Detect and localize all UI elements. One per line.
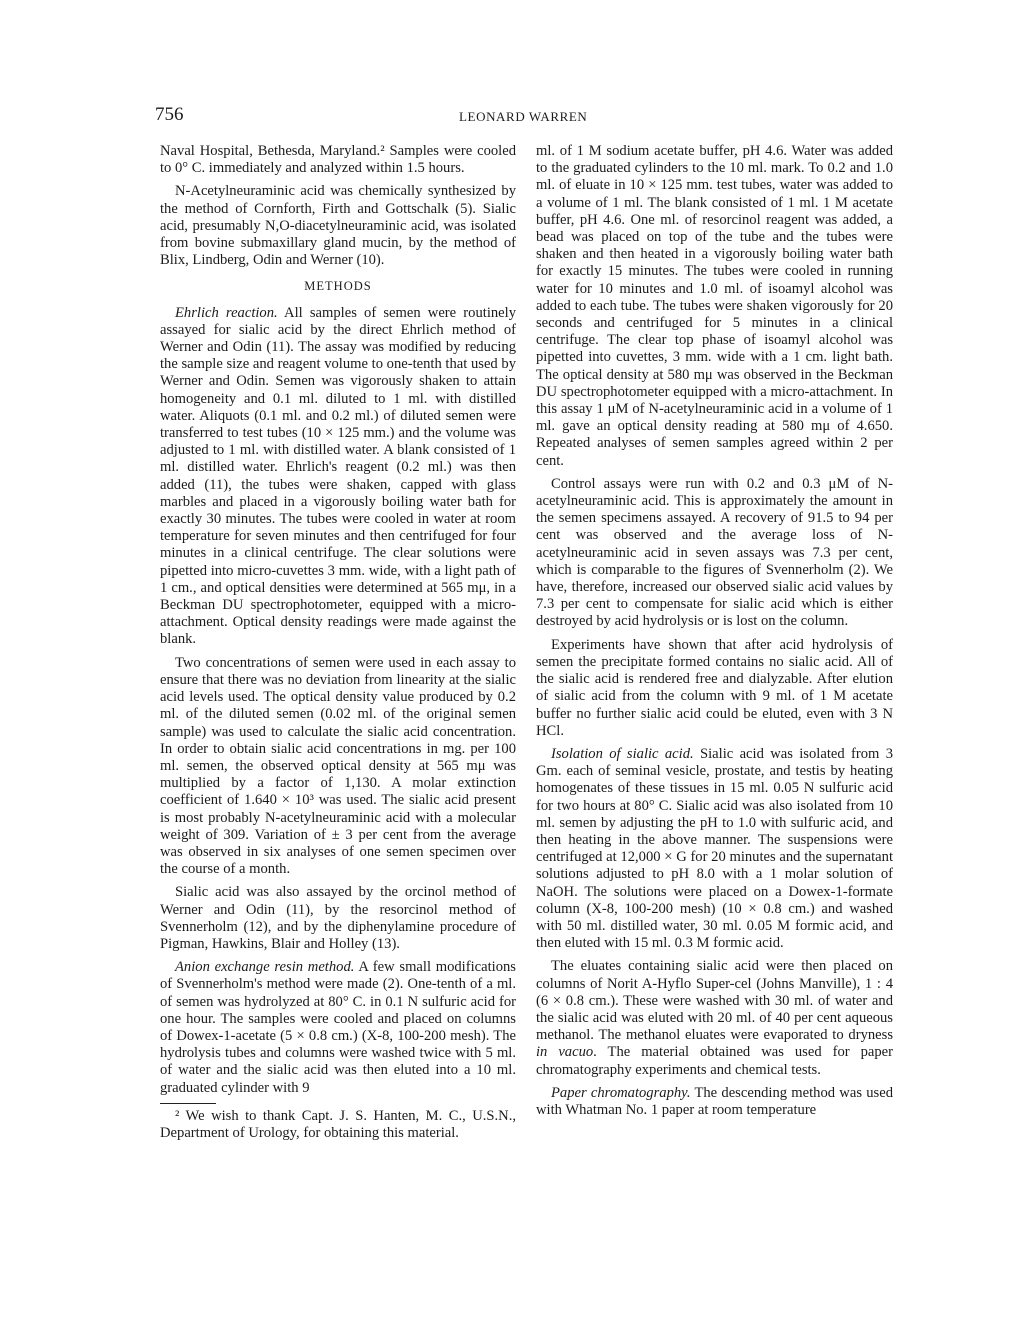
paragraph-two-concentrations: Two concentrations of semen were used in each assay to ensure that there was no deviation from linearity at the sialic acid levels used. The optical density value produced by 0.2 ml. of the diluted semen (0.02 ml. of the original semen sample) was used to calculate the sialic acid concentration. In order to obtain sialic acid concentrations in mg. per 100 ml. semen, the observed optical density at 565 mμ was multiplied by a factor of 1,130. A molar extinction coefficient of 1.640 × 10³ was used. The sialic acid present is most probably N-acetylneuraminic acid with a molecular weight of 309. Variation of ± 3 per cent from the average was observed in six analyses of one semen specimen over the course of a month.: [160, 654, 516, 878]
paragraph-ehrlich: [160, 305, 516, 649]
paper-run-in-title: Paper chromatography.: [551, 1084, 691, 1101]
running-head: LEONARD WARREN: [459, 109, 588, 124]
isolation-text: Sialic acid was isolated from 3 Gm. each of seminal vesicle, prostate, and testis by heating homogenates of these tissues in 15 ml. 0.05 N sulfuric acid for two hours at 80° C. Sialic acid was also isolated from 10 ml. semen by adjusting the pH to 1.0 with sulfuric acid, and then heating in the above manner. The suspensions were centrifuged at 12,000 × G for 20 minutes and the supernatant solutions adjusted to pH 8.0 with a 1 molar solution of NaOH. The solutions were placed on a Dowex-1-formate column (X-8, 100-200 mesh) (10 × 0.8 cm.) and washed with 50 ml. distilled water, 30 ml. 0.05 M formic acid, and then eluted with 15 ml. 0.3 M formic acid.: [536, 745, 893, 952]
footnote-rule: [160, 1103, 216, 1104]
page-number: 756: [155, 104, 184, 125]
paragraph-anion-exchange: [160, 959, 516, 1097]
methods-heading: METHODS: [304, 279, 372, 294]
left-column: [160, 143, 516, 1148]
eluates-text-start: The eluates containing sialic acid were then placed on columns of Norit A-Hyflo Super-cel (Johns Manville), 1 : 4 (6 × 0.8 cm.). These were washed with 30 ml. of water and the sialic acid was eluted with 20 ml. of 40 per cent aqueous methanol. The methanol eluates were evaporated to dryness: [536, 958, 893, 1044]
paragraph-acetate-buffer: ml. of 1 M sodium acetate buffer, pH 4.6. Water was added to the graduated cylinders to the 10 ml. mark. To 0.2 and 1.0 ml. of eluate in 10 × 125 mm. test tubes, water was added to a volume of 1 ml. The blank consisted of 1 ml. 1 M acetate buffer, pH 4.6. One ml. of resorcinol reagent was added, a bead was placed on top of the tube and the tubes were shaken and then heated in a vigorously boiling water bath for exactly 15 minutes. The tubes were cooled in running water for 10 minutes and 1.0 ml. of isoamyl alcohol was added to each tube. The tubes were shaken vigorously for 20 seconds and centrifuged for 5 minutes in a clinical centrifuge. The clear top phase of isoamyl alcohol was pipetted into cuvettes, 3 mm. wide with a 1 cm. light bath. The optical density at 580 mμ was observed in the Beckman DU spectrophotometer equipped with a micro-attachment. In this assay 1 μM of N-acetylneuraminic acid in a volume of 1 ml. gave an optical density reading at 580 mμ of 4.650. Repeated analyses of semen samples agreed within 2 per cent.: [536, 143, 893, 469]
footnote: ² We wish to thank Capt. J. S. Hanten, M. C., U.S.N., Department of Urology, for obtaining this material.: [160, 1107, 516, 1141]
paragraph-synthesis: N-Acetylneuraminic acid was chemically synthesized by the method of Cornforth, Firth and Gottschalk (5). Sialic acid, presumably N,O-diacetylneuraminic acid, was isolated from bovine submaxillary gland mucin, by the method of Blix, Lindberg, Odin and Werner (10).: [160, 183, 516, 269]
paragraph-paper-chromatography: [536, 1085, 893, 1119]
isolation-run-in-title: Isolation of sialic acid.: [551, 745, 694, 762]
eluates-text-end: . The material obtained was used for paper chromatography experiments and chemical tests.: [536, 1044, 893, 1078]
right-column: [536, 143, 893, 1125]
paper-text: The descending method was used with Whatman No. 1 paper at room temperature: [536, 1084, 893, 1118]
in-vacuo-italic: in vacuo: [536, 1044, 594, 1061]
paragraph-control-assays: Control assays were run with 0.2 and 0.3 μM of N-acetylneuraminic acid. This is approximately the amount in the semen specimens assayed. A recovery of 91.5 to 94 per cent was observed and the average loss of N-acetylneuraminic acid in seven assays was 7.3 per cent, which is comparable to the figures of Svennerholm (2). We have, therefore, increased our observed sialic acid values by 7.3 per cent to compensate for sialic acid which is either destroyed by acid hydrolysis or is lost on the column.: [536, 475, 893, 630]
paragraph-eluates: [536, 958, 893, 1078]
anion-run-in-title: Anion exchange resin method.: [175, 959, 355, 976]
ehrlich-text: All samples of semen were routinely assayed for sialic acid by the direct Ehrlich method of Werner and Odin (11). The assay was modified by reducing the sample size and reagent volume to one-tenth that used by Werner and Odin. Semen was vigorously shaken to attain homogeneity and 0.1 ml. diluted to 1 ml. with distilled water. Aliquots (0.1 ml. and 0.2 ml.) of diluted semen were transferred to test tubes (10 × 125 mm.) and the volume was adjusted to 1 ml. with distilled water. A blank consisted of 1 ml. distilled water. Ehrlich's reagent (0.2 ml.) was then added (11), the tubes were shaken, capped with glass marbles and placed in a vigorously boiling water bath for exactly 30 minutes. The tubes were cooled in water at room temperature for seven minutes and then centrifuged for four minutes in a clinical centrifuge. The clear solutions were pipetted into micro-cuvettes 3 mm. wide, with a light path of 1 cm., and optical densities were determined at 565 mμ, in a Beckman DU spectrophotometer, equipped with a micro-attachment. Optical density readings were made against the blank.: [160, 304, 516, 648]
paragraph-isolation: [536, 746, 893, 952]
paragraph-orcinol: Sialic acid was also assayed by the orcinol method of Werner and Odin (11), by the resorcinol method of Svennerholm (12), and by the diphenylamine procedure of Pigman, Hawkins, Blair and Holley (13).: [160, 884, 516, 952]
paragraph-experiments: Experiments have shown that after acid hydrolysis of semen the precipitate formed contains no sialic acid. All of the sialic acid is rendered free and dialyzable. After elution of sialic acid from the column with 9 ml. of 1 M acetate buffer no further sialic acid could be eluted, even with 3 N HCl.: [536, 636, 893, 739]
ehrlich-run-in-title: Ehrlich reaction.: [175, 304, 278, 321]
anion-text: A few small modifications of Svennerholm's method were made (2). One-tenth of a ml. of semen was hydrolyzed at 80° C. in 0.1 N sulfuric acid for one hour. The samples were cooled and placed on columns of Dowex-1-acetate (5 × 0.8 cm.) (X-8, 100-200 mesh). The hydrolysis tubes and columns were washed twice with 5 ml. of water and the sialic acid was then eluted into a 10 ml. graduated cylinder with 9: [160, 959, 516, 1096]
paragraph-hospital: Naval Hospital, Bethesda, Maryland.² Samples were cooled to 0° C. immediately and analyzed within 1.5 hours.: [160, 143, 516, 177]
